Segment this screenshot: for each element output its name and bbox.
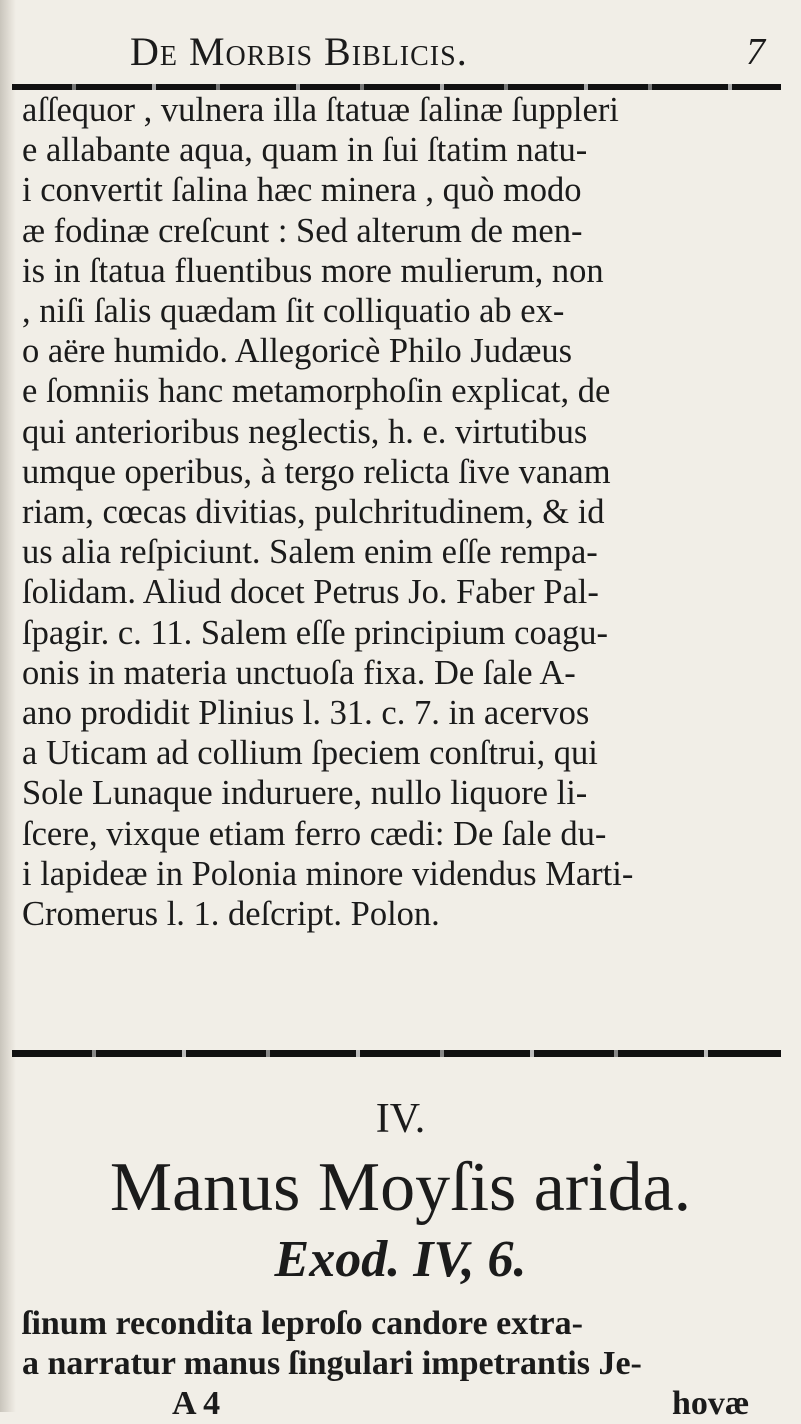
text-line: Cromerus l. 1. deſcript. Polon. — [22, 895, 440, 934]
text-line: is in ſtatua fluentibus more mulierum, non — [22, 251, 604, 290]
page-number: 7 — [746, 31, 765, 73]
text-line: riam, cœcas divitias, pulchritudinem, & id — [22, 493, 605, 532]
section-title: Manus Moyſis arida. — [109, 1149, 692, 1226]
section-number: IV. — [375, 1096, 426, 1142]
text-line: umque operibus, à tergo relicta ſive vanam — [22, 452, 611, 491]
text-line: æ fodinæ creſcunt : Sed alterum de men- — [22, 211, 583, 250]
signature-mark: A 4 — [172, 1385, 221, 1422]
text-line: ano prodidit Plinius l. 31. c. 7. in acervos — [22, 694, 590, 733]
text-line: ſcere, vixque etiam ferro cædi: De ſale du- — [22, 814, 607, 853]
text-line: ſinum recondita leproſo candore extra- — [22, 1305, 583, 1342]
text-line: e allabante aqua, quam in ſui ſtatim natu- — [22, 131, 588, 170]
running-head: De Morbis Biblicis. — [130, 29, 468, 74]
section-divider-rule — [12, 1050, 781, 1057]
signature-line — [22, 1384, 792, 1424]
text-line: us alia reſpiciunt. Salem enim eſſe rempa- — [22, 533, 598, 572]
text-line: aſſequor , vulnera illa ſtatuæ ſalinæ ſuppleri — [22, 91, 619, 129]
text-line: , niſi ſalis quædam ſit colliquatio ab ex- — [22, 292, 565, 331]
body-text — [22, 90, 792, 934]
text-line: o aëre humido. Allegoricè Philo Judæus — [22, 332, 573, 371]
text-line: onis in materia unctuoſa fixa. De ſale A- — [22, 653, 576, 692]
text-line: qui anterioribus neglectis, h. e. virtutibus — [22, 412, 588, 451]
text-line: a narratur manus ſingulari impetrantis Je- — [22, 1345, 642, 1382]
text-line: ſpagir. c. 11. Salem eſſe principium coagu- — [22, 613, 609, 652]
section-body — [22, 1304, 792, 1424]
text-line: i convertit ſalina hæc minera , quò modo — [22, 171, 582, 210]
text-line: Sole Lunaque induruere, nullo liquore li- — [22, 774, 588, 813]
catchword: hovæ — [672, 1385, 750, 1422]
text-line: e ſomniis hanc metamorphoſin explicat, de — [22, 372, 611, 411]
text-line: i lapideæ in Polonia minore videndus Marti- — [22, 854, 634, 893]
text-line: ſolidam. Aliud docet Petrus Jo. Faber Pal- — [22, 573, 599, 612]
text-line: a Uticam ad collium ſpeciem conſtrui, qui — [22, 734, 598, 773]
page-header — [0, 28, 801, 76]
section-reference: Exod. IV, 6. — [274, 1231, 527, 1288]
